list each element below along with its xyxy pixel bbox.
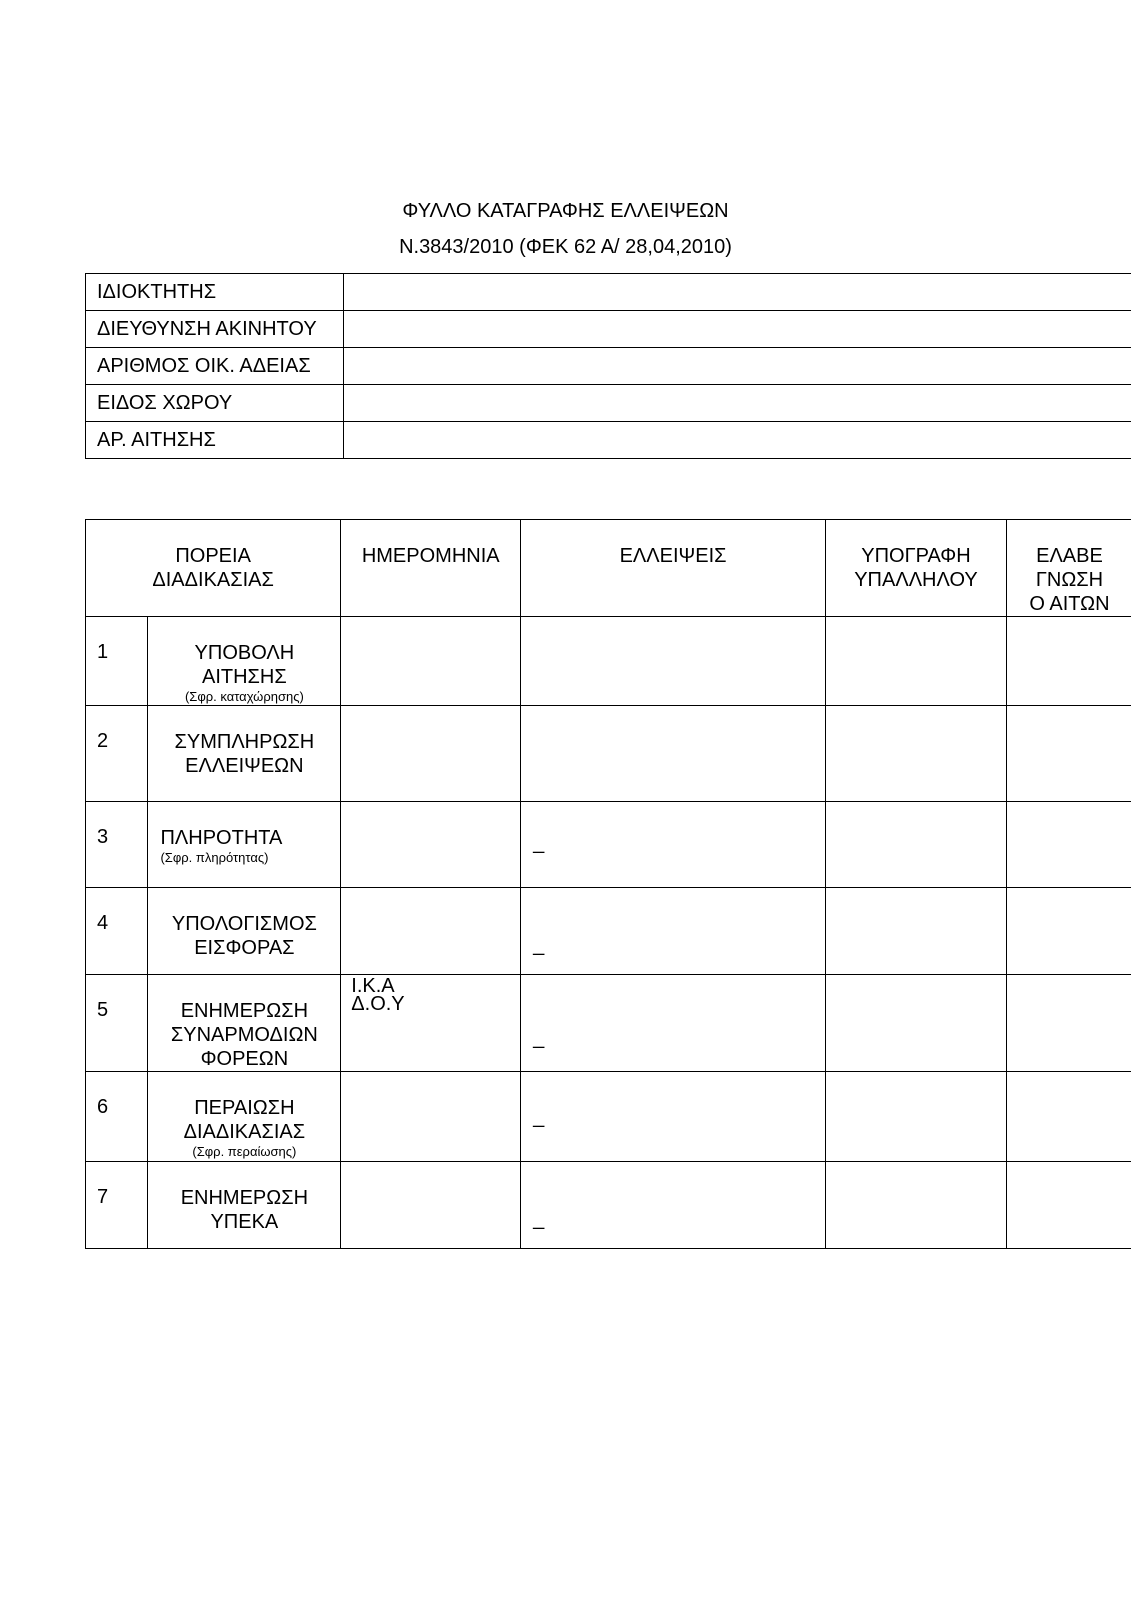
deficiencies-cell[interactable] (521, 975, 826, 1072)
signature-cell[interactable] (825, 1162, 1006, 1249)
notified-cell[interactable] (1006, 888, 1131, 975)
table-row (86, 706, 1131, 802)
dash-mark: _ (533, 832, 545, 854)
info-value-field[interactable] (344, 422, 1131, 459)
header-process (86, 520, 341, 617)
row-number: 1 (86, 617, 148, 706)
info-value-field[interactable] (344, 348, 1131, 385)
row-number: 6 (86, 1072, 148, 1162)
notified-cell[interactable] (1006, 1072, 1131, 1162)
stage-text: ΠΛΗΡΟΤΗΤΑ (160, 827, 283, 849)
signature-cell[interactable] (825, 617, 1006, 706)
stage-text: ΕΝΗΜΕΡΩΣΗ (180, 1187, 309, 1209)
date-cell[interactable] (341, 888, 521, 975)
info-value-field[interactable] (344, 274, 1131, 311)
deficiencies-cell[interactable] (521, 617, 826, 706)
deficiencies-cell[interactable] (521, 1072, 826, 1162)
notified-cell[interactable] (1006, 706, 1131, 802)
deficiencies-cell[interactable] (521, 1162, 826, 1249)
stage-text: ΕΛΛΕΙΨΕΩΝ (185, 755, 304, 777)
header-text: ΓΝΩΣΗ (1035, 569, 1104, 591)
signature-cell[interactable] (825, 802, 1006, 888)
stage-text: ΕΝΗΜΕΡΩΣΗ (180, 1000, 309, 1022)
date-cell[interactable] (341, 975, 521, 1072)
stage-text: ΣΥΝΑΡΜΟΔΙΩΝ (170, 1024, 318, 1046)
info-row-space-type (86, 385, 1131, 422)
table-row (86, 1162, 1131, 1249)
stage-cell (148, 617, 341, 706)
header-date (341, 520, 521, 617)
row-number: 7 (86, 1162, 148, 1249)
row-number: 4 (86, 888, 148, 975)
deficiencies-cell[interactable] (521, 802, 826, 888)
notified-cell[interactable] (1006, 802, 1131, 888)
info-row-address (86, 311, 1131, 348)
info-row-application-no (86, 422, 1131, 459)
signature-cell[interactable] (825, 1072, 1006, 1162)
info-row-permit (86, 348, 1131, 385)
table-row (86, 1072, 1131, 1162)
form-title: ΦΥΛΛΟ ΚΑΤΑΓΡΑΦΗΣ ΕΛΛΕΙΨΕΩΝ (402, 200, 729, 222)
table-row (86, 888, 1131, 975)
dash-mark: _ (533, 1208, 545, 1230)
stage-text: ΠΕΡΑΙΩΣΗ (194, 1097, 295, 1119)
stage-cell (148, 706, 341, 802)
agency-ika: Ι.Κ.Α (351, 975, 395, 997)
agency-doy: Δ.Ο.Υ (351, 993, 405, 1015)
notified-cell[interactable] (1006, 617, 1131, 706)
stage-text: ΦΟΡΕΩΝ (200, 1048, 289, 1070)
header-text: Ο ΑΙΤΩΝ (1029, 593, 1110, 615)
info-label: ΕΙΔΟΣ ΧΩΡΟΥ (86, 385, 344, 422)
info-label: ΙΔΙΟΚΤΗΤΗΣ (86, 274, 344, 311)
header-text: ΥΠΟΓΡΑΦΗ (861, 545, 971, 567)
info-label: ΑΡΙΘΜΟΣ ΟΙΚ. ΑΔΕΙΑΣ (86, 348, 344, 385)
info-table (85, 273, 1131, 459)
header-text: ΥΠΑΛΛΗΛΟΥ (854, 569, 978, 591)
header-text: ΕΛΛΕΙΨΕΙΣ (619, 545, 727, 567)
info-value-field[interactable] (344, 311, 1131, 348)
info-value-field[interactable] (344, 385, 1131, 422)
stage-text: ΥΠΟΒΟΛΗ (194, 642, 295, 664)
notified-cell[interactable] (1006, 1162, 1131, 1249)
stage-text: ΥΠΕΚΑ (210, 1211, 279, 1233)
stage-cell (148, 888, 341, 975)
signature-cell[interactable] (825, 975, 1006, 1072)
stage-text: ΣΥΜΠΛΗΡΩΣΗ (174, 731, 315, 753)
table-row (86, 617, 1131, 706)
dash-mark: _ (533, 934, 545, 956)
stage-text: ΔΙΑΔΙΚΑΣΙΑΣ (183, 1121, 306, 1143)
process-table (85, 519, 1131, 1249)
stage-text: ΥΠΟΛΟΓΙΣΜΟΣ (171, 913, 317, 935)
info-label: ΑΡ. ΑΙΤΗΣΗΣ (86, 422, 344, 459)
row-number: 5 (86, 975, 148, 1072)
stage-cell (148, 802, 341, 888)
date-cell[interactable] (341, 706, 521, 802)
law-reference: Ν.3843/2010 (ΦΕΚ 62 Α/ 28,04,2010) (399, 236, 732, 258)
date-cell[interactable] (341, 1162, 521, 1249)
header-text: ΔΙΑΔΙΚΑΣΙΑΣ (152, 569, 274, 591)
row-number: 3 (86, 802, 148, 888)
header-text: ΗΜΕΡΟΜΗΝΙΑ (361, 545, 500, 567)
stage-cell (148, 975, 341, 1072)
header-signature (825, 520, 1006, 617)
info-label: ΔΙΕΥΘΥΝΣΗ ΑΚΙΝΗΤΟΥ (86, 311, 344, 348)
row-number: 2 (86, 706, 148, 802)
header-text: ΠΟΡΕΙΑ (175, 545, 251, 567)
stage-text: ΑΙΤΗΣΗΣ (202, 666, 287, 688)
stamp-note: (Σφρ. καταχώρησης) (184, 689, 304, 704)
date-cell[interactable] (341, 617, 521, 706)
stamp-note: (Σφρ. περαίωσης) (192, 1144, 297, 1159)
signature-cell[interactable] (825, 888, 1006, 975)
table-row (86, 802, 1131, 888)
header-deficiencies (521, 520, 826, 617)
info-row-owner (86, 274, 1131, 311)
header-notified (1006, 520, 1131, 617)
deficiencies-cell[interactable] (521, 888, 826, 975)
stage-cell (148, 1072, 341, 1162)
stage-cell (148, 1162, 341, 1249)
header-text: ΕΛΑΒΕ (1036, 545, 1103, 567)
signature-cell[interactable] (825, 706, 1006, 802)
date-cell[interactable] (341, 802, 521, 888)
table-row (86, 975, 1131, 1072)
header-row (86, 520, 1131, 617)
dash-mark: _ (533, 1106, 545, 1128)
stage-text: ΕΙΣΦΟΡΑΣ (194, 937, 295, 959)
deficiencies-cell[interactable] (521, 706, 826, 802)
date-cell[interactable] (341, 1072, 521, 1162)
stamp-note: (Σφρ. πληρότητας) (160, 850, 269, 865)
notified-cell[interactable] (1006, 975, 1131, 1072)
dash-mark: _ (533, 1027, 545, 1049)
